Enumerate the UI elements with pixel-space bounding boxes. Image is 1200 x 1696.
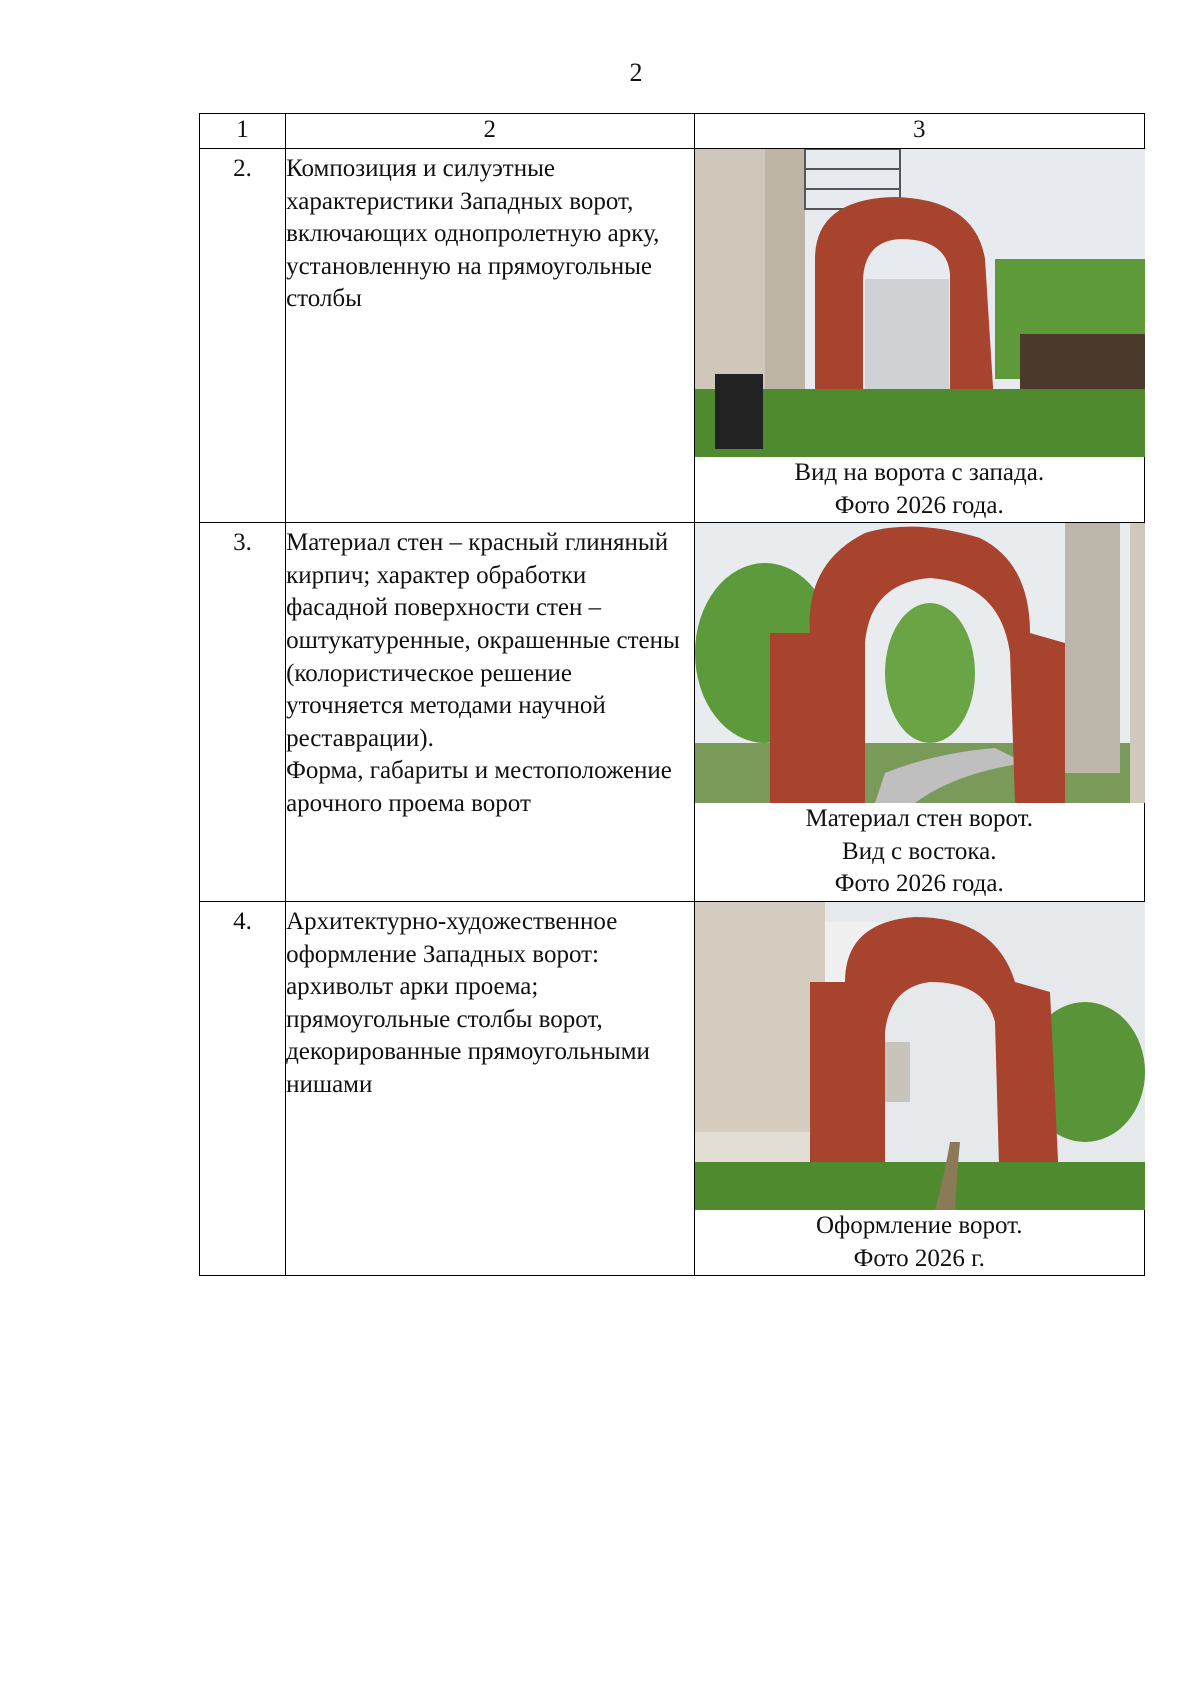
page-number: 2: [629, 58, 643, 87]
caption-line: Вид с востока.: [842, 837, 997, 865]
caption-line: Оформление ворот.: [816, 1211, 1023, 1239]
table-header-row: [200, 114, 1145, 149]
table-row: [200, 901, 1145, 1275]
table-row: [200, 523, 1145, 902]
caption-line: Материал стен ворот.: [805, 805, 1033, 833]
features-table: [199, 113, 1145, 1276]
row-description: [286, 149, 694, 523]
caption-line: Фото 2026 года.: [834, 491, 1004, 519]
row-number: 3.: [200, 523, 286, 902]
photo-east-gate: [695, 523, 1145, 803]
photo-cell: [694, 149, 1145, 523]
photo-cell: [694, 901, 1145, 1275]
header-col-3: 3: [694, 114, 1145, 149]
description-paragraph: Архитектурно-художественное оформление Западных ворот: архивольт арки проема; прямоугольные столбы ворот, декорированные прямоугольными нишами: [286, 907, 650, 1098]
photo-cell: [694, 523, 1145, 902]
photo-caption: [695, 803, 1145, 901]
photo-caption: [695, 457, 1145, 522]
row-description: [286, 523, 694, 902]
photo-west-gate: [695, 149, 1145, 457]
header-col-1: 1: [200, 114, 286, 149]
caption-line: Вид на ворота с запада.: [794, 459, 1045, 486]
header-col-2: 2: [286, 114, 694, 149]
table-row: [200, 149, 1145, 523]
caption-line: Фото 2026 г.: [853, 1244, 985, 1272]
photo-caption: [695, 1210, 1145, 1275]
description-paragraph: Материал стен – красный глиняный кирпич; характер обработки фасадной поверхности стен – оштукатуренные, окрашенные стены (колористическое решение уточняется методами научной реставрации).: [286, 529, 680, 752]
row-number: 4.: [200, 901, 286, 1275]
caption-line: Фото 2026 года.: [834, 870, 1004, 898]
photo-gate-decoration: [695, 902, 1145, 1210]
description-paragraph: Форма, габариты и местоположение арочного проема ворот: [286, 757, 672, 817]
row-number: 2.: [200, 149, 286, 523]
row-description: [286, 901, 694, 1275]
description-paragraph: Композиция и силуэтные характеристики Западных ворот, включающих однопролетную арку, установленную на прямоугольные столбы: [286, 155, 660, 313]
